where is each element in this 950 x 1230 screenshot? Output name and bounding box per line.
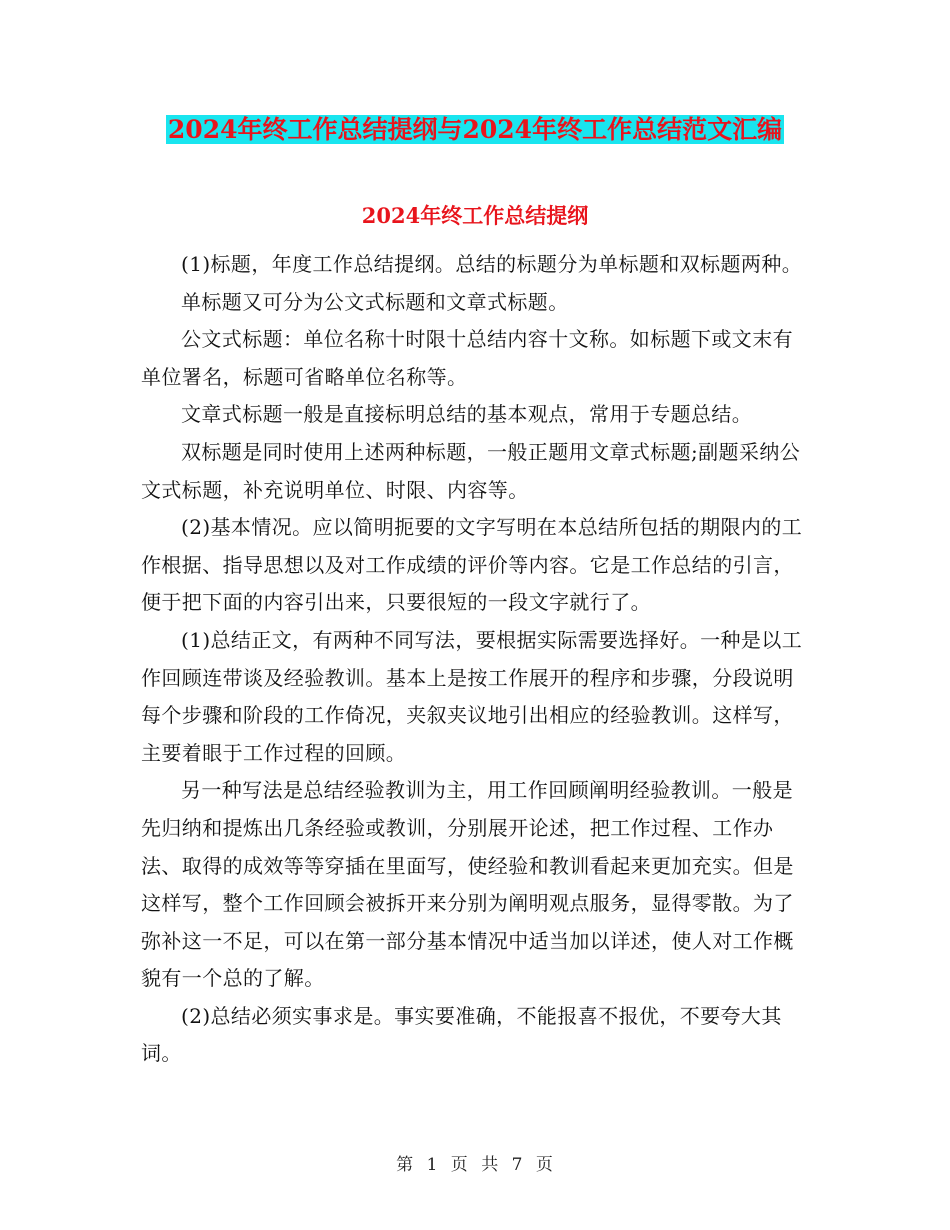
paragraph: (1)总结正文，有两种不同写法，要根据实际需要选择好。一种是以工作回顾连带谈及经验教训。基本上是按工作展开的程序和步骤，分段说明每个步骤和阶段的工作倚况，夹叙夹议地引出相应的经验教训。这样写，主要着眼于工作过程的回顾。 bbox=[141, 627, 803, 765]
paragraph: 公文式标题：单位名称十时限十总结内容十文称。如标题下或文末有单位署名，标题可省略单位名称等。 bbox=[141, 327, 793, 389]
document-body bbox=[141, 246, 813, 1073]
document-title-text: 2024年终工作总结提纲与2024年终工作总结范文汇编 bbox=[167, 115, 783, 144]
paragraph: (1)标题，年度工作总结提纲。总结的标题分为单标题和双标题两种。 bbox=[181, 252, 803, 276]
paragraph: 双标题是同时使用上述两种标题，一般正题用文章式标题;副题采纳公文式标题，补充说明单位、时限、内容等。 bbox=[141, 439, 801, 502]
paragraph: 单标题又可分为公文式标题和文章式标题。 bbox=[181, 289, 569, 314]
page-number-footer: 第 1 页 共 7 页 bbox=[396, 1155, 554, 1175]
paragraph: 另一种写法是总结经验教训为主，用工作回顾阐明经验教训。一般是先归纳和提炼出几条经验或教训，分别展开论述，把工作过程、工作办法、取得的成效等等穿插在里面写，使经验和教训看起来更加充实。但是这样写，整个工作回顾会被拆开来分别为阐明观点服务，显得零散。为了弥补这一不足，可以在第一部分基本情况中适当加以详述，使人对工作概貌有一个总的了解。 bbox=[141, 778, 794, 991]
paragraph: 文章式标题一般是直接标明总结的基本观点，常用于专题总结。 bbox=[181, 402, 753, 427]
section-title: 2024年终工作总结提纲 bbox=[361, 203, 589, 228]
paragraph: (2)基本情况。应以简明扼要的文字写明在本总结所包括的期限内的工作根据、指导思想以及对工作成绩的评价等内容。它是工作总结的引言，便于把下面的内容引出来，只要很短的一段文字就行了。 bbox=[141, 515, 803, 615]
document-title bbox=[0, 112, 950, 148]
paragraph: (2)总结必须实事求是。事实要准确，不能报喜不报优，不要夸大其词。 bbox=[141, 1003, 782, 1066]
